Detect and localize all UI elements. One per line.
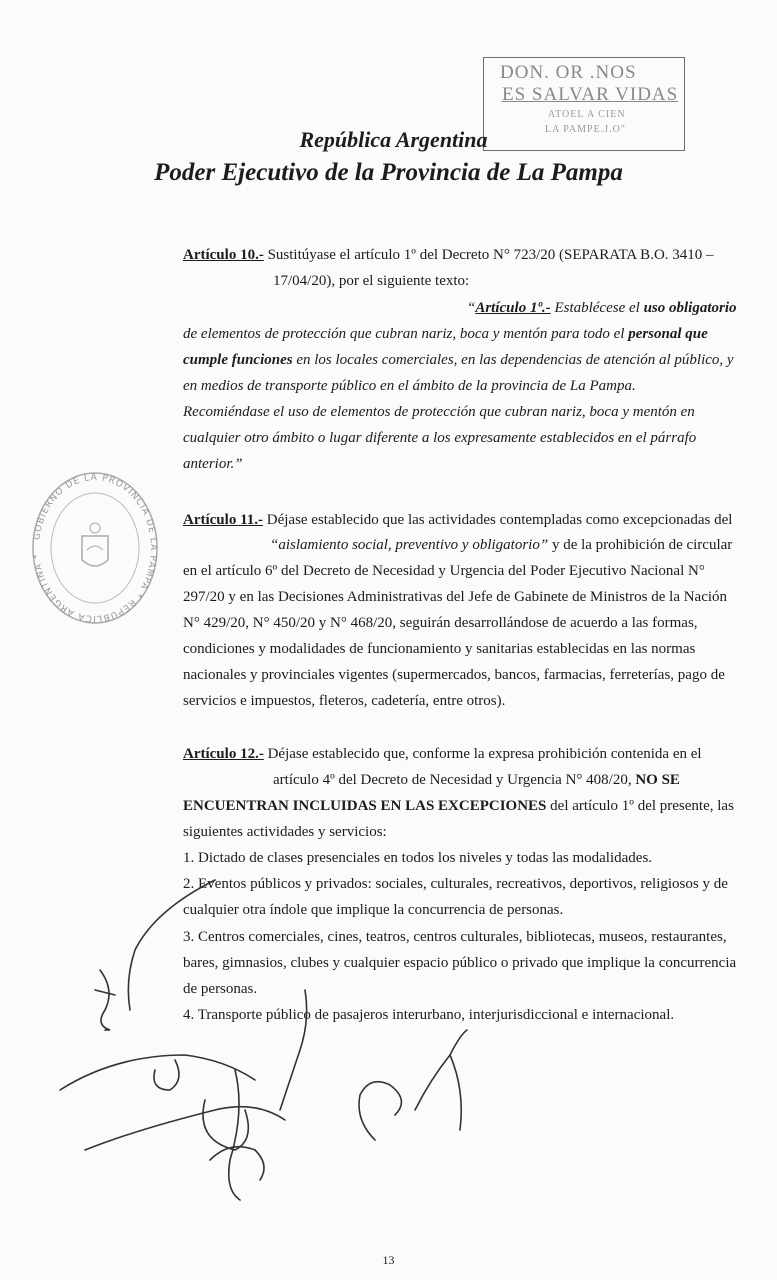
article-11-line: servicios e impuestos, fleteros, cadetería, entre otros). (183, 693, 506, 709)
stamp-text: LA PAMPE.J.O" (545, 124, 626, 135)
quote-line: de elementos de protección que cubran nariz, boca y mentón para todo el personal que (183, 326, 708, 342)
quote-line: cumple funciones en los locales comerciales, en las dependencias de atención al público, y (183, 352, 734, 368)
handwritten-signature-icon (55, 840, 515, 1210)
list-item: de personas. (183, 981, 258, 997)
letterhead-country: República Argentina (299, 127, 488, 152)
article-11-line: “aislamiento social, preventivo y obligatorio” y de la prohibición de circular (270, 537, 733, 553)
letterhead-government: Poder Ejecutivo de la Provincia de La Pampa (154, 159, 623, 186)
page-number: 13 (382, 1253, 395, 1267)
article-12-line: artículo 4º del Decreto de Necesidad y Urgencia N° 408/20, NO SE (273, 772, 680, 788)
article-12-line: Artículo 12.- Déjase establecido que, conforme la expresa prohibición contenida en el (183, 746, 702, 762)
list-item: cualquier otra índole que implique la concurrencia de personas. (183, 902, 564, 918)
article-10-label: Artículo 10.- (183, 247, 264, 263)
article-11-label: Artículo 11.- (183, 512, 263, 528)
stamp-text: ATOEL A CIEN (548, 109, 626, 120)
quote-line: en medios de transporte público en el ámbito de la provincia de La Pampa. (183, 378, 636, 394)
list-item: 2. Eventos públicos y privados: sociales, culturales, recreativos, deportivos, religiosos y de (183, 876, 728, 892)
quote-line: anterior.” (183, 456, 243, 472)
quote-line: “Artículo 1º.- Establécese el uso obligatorio (467, 300, 737, 316)
article-10-line: 17/04/20), por el siguiente texto: (273, 273, 470, 289)
article-11-line: condiciones y modalidades de funcionamiento y sanitarias establecidas en las normas (183, 641, 696, 657)
government-seal-icon (30, 468, 160, 628)
quote-line: cualquier otro ámbito o lugar diferente a los expresamente establecidos en el párrafo (183, 430, 697, 446)
stamp-text: DON. OR .NOS (500, 62, 637, 83)
list-item: bares, gimnasios, clubes y cualquier espacio público o privado que implique la concurrencia (183, 955, 737, 971)
stamp-text: ES SALVAR VIDAS (502, 84, 679, 105)
article-12-label: Artículo 12.- (183, 746, 264, 762)
list-item: 3. Centros comerciales, cines, teatros, centros culturales, bibliotecas, museos, restaurantes, (183, 929, 727, 945)
quoted-article-label: Artículo 1º.- (475, 300, 551, 316)
article-10-line: Artículo 10.- Sustitúyase el artículo 1º del Decreto N° 723/20 (SEPARATA B.O. 3410 – (183, 247, 714, 263)
article-11-line: en el artículo 6º del Decreto de Necesidad y Urgencia del Poder Ejecutivo Nacional N° (183, 563, 705, 579)
article-11-line: N° 429/20, N° 450/20 y N° 468/20, seguirán desarrollándose de acuerdo a las formas, (183, 615, 698, 631)
article-11-line: nacionales y provinciales vigentes (supermercados, bancos, farmacias, ferreterías, pago de (183, 667, 725, 683)
svg-text:GOBIERNO DE LA PROVINCIA DE LA: GOBIERNO DE LA PROVINCIA DE LA PAMPA * REPUBLICA ARGENTINA * (32, 472, 159, 624)
article-12-line: ENCUENTRAN INCLUIDAS EN LAS EXCEPCIONES del artículo 1º del presente, las (183, 798, 734, 814)
article-11-line: Artículo 11.- Déjase establecido que las actividades contempladas como excepcionadas del (183, 512, 733, 528)
list-item: 4. Transporte público de pasajeros interurbano, interjurisdiccional e internacional. (183, 1007, 675, 1023)
article-11-line: 297/20 y en las Decisiones Administrativas del Jefe de Gabinete de Ministros de la Nación (183, 589, 728, 605)
article-12-line: siguientes actividades y servicios: (183, 824, 387, 840)
quote-line: Recomiéndase el uso de elementos de protección que cubran nariz, boca y mentón en (183, 404, 695, 420)
list-item: 1. Dictado de clases presenciales en todos los niveles y todas las modalidades. (183, 850, 653, 866)
